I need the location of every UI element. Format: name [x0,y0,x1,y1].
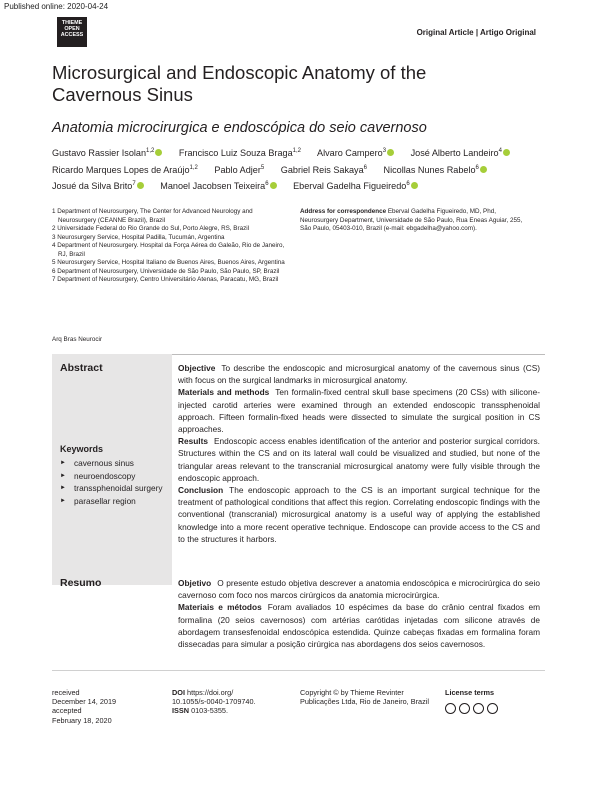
affiliation-item: 5 Neurosurgery Service, Hospital Italiano de Buenos Aires, Buenos Aires, Argentina [52,259,285,266]
journal-name: Arq Bras Neurocir [52,336,103,343]
correspondence [300,208,525,234]
author [52,165,198,175]
author [281,165,367,175]
author [214,165,264,175]
keywords-list [60,457,170,507]
section-label: Materials and methods [178,387,270,398]
resumo-heading: Resumo [60,577,102,589]
author-name: José Alberto Landeiro [410,148,499,159]
license-label: License terms [445,688,495,697]
author [160,181,276,191]
logo-line-3: ACCESS [60,32,84,38]
author-name: Francisco Luiz Souza Braga [178,148,293,159]
published-online: Published online: 2020-04-24 [4,2,109,11]
abstract-section [178,362,540,386]
abstract-top-rule [172,354,545,355]
cc-nc-icon [473,703,484,714]
resumo-body [178,577,540,650]
footer-license [445,688,540,714]
keyword-item: ► cavernous sinus [60,457,170,470]
author-affiliation-number: 1,2 [189,164,198,171]
author [293,181,418,191]
keywords-heading: Keywords [60,444,104,454]
orcid-icon[interactable] [503,149,510,156]
author-affiliation-number: 7 [132,181,136,188]
section-label: Materiais e métodos [178,602,262,613]
author-name: Nicollas Nunes Rabelo [383,164,476,175]
author-affiliation-number: 1,2 [292,148,301,154]
affiliation-item: 4 Department of Neurosurgery. Hospital da Força Aérea do Galeão, Rio de Janeiro, RJ, Brazil [52,242,285,258]
author-name: Alvaro Campero [317,148,383,159]
keyword-item: ► transsphenoidal surgery [60,482,170,495]
issn-value: 0103-5355. [191,706,228,716]
cc-by-icon [459,703,470,714]
footer-dates [52,688,152,725]
section-text: The endoscopic approach to the CS is an important surgical technique for the treatment of pathological conditions that affect this region. Correlating endoscopic findings with the conventional (transcranial) microsurgical anatomy is a useful way of applying the established knowledge into a more recent operative technique. Endoscope can provide access to the CS and to the structures it harbors. [178,485,540,544]
orcid-icon[interactable] [270,182,277,189]
issn-label: ISSN [172,706,190,716]
author [179,148,301,158]
section-label: Objetivo [178,578,212,588]
author-name: Gustavo Rassier Isolan [52,148,147,159]
author [384,165,487,175]
abstract-section [178,435,540,484]
abstract-section [178,484,540,545]
doi-label: DOI [172,688,185,697]
cc-nd-icon [487,703,498,714]
abstract-section [178,386,540,435]
keyword-item: ► neuroendoscopy [60,470,170,483]
footer-copyright: Copyright © by Thieme Revinter Publicações Ltda, Rio de Janeiro, Brazil [300,688,429,707]
received-date: December 14, 2019 [52,697,117,707]
accepted-date: February 18, 2020 [52,715,112,725]
doi-value[interactable]: 10.1055/s-0040-1709740. [172,697,256,707]
author-name: Gabriel Reis Sakaya [280,164,364,175]
author-affiliation-number: 4 [498,148,502,154]
article-type: Original Article | Artigo Original [416,28,536,37]
orcid-icon[interactable] [387,149,394,156]
section-text: Endoscopic access enables identification of the anterior and posterior surgical corridors. Structures within the CS and on its lateral wall could be visualized and studied, but none of the triangular areas relevant to the transcranial microsurgical anatomy were fully visible through the endoscopic approach. [178,436,540,483]
author-affiliation-number: 6 [363,164,368,171]
cc-license-icons [445,703,540,714]
author-affiliation-number: 3 [382,148,387,154]
logo-line-2: OPEN [64,26,80,32]
author-affiliation-number: 6 [475,164,479,171]
affiliation-item: 6 Department of Neurosurgery, Universidade de São Paulo, São Paulo, SP, Brazil [52,267,280,275]
footer-doi [172,688,282,716]
author-name: Pablo Adjer [214,164,261,175]
keyword-item: ► parasellar region [60,495,170,508]
author-name: Manoel Jacobsen Teixeira [160,181,266,192]
author-name: Eberval Gadelha Figueiredo [293,181,407,192]
orcid-icon[interactable] [155,149,162,156]
author-name: Josué da Silva Brito [52,181,133,192]
abstract-section [178,577,540,601]
author [411,148,510,158]
orcid-icon[interactable] [137,182,144,189]
author [317,148,394,158]
section-text: To describe the endoscopic and microsurgical anatomy of the cavernous sinus (CS) with focus on the surgical landmarks in microsurgical anatomy. [178,363,540,386]
author [52,181,144,191]
cc-cc-icon [445,703,456,714]
correspondence-label: Address for correspondence [300,208,387,215]
author-affiliation-number: 6 [406,181,410,188]
logo-line-1: THIEME [61,20,83,26]
section-text: Ten formalin-fixed central skull base specimens (20 CSs) with silicone-injected carotid arteries were examined through an extended endoscopic transsphenoidal approach. Fifteen formalin-fixed heads were dissected to simulate the surgical position in CS approaches. [178,387,541,435]
orcid-icon[interactable] [480,166,487,173]
author-affiliation-number: 1,2 [146,148,155,154]
received-label: received [52,688,80,697]
author [52,148,162,158]
section-label: Results [178,436,208,447]
correspondence-text: Eberval Gadelha Figueiredo, MD, Phd, Neurosurgery Department, Universidade de São Paulo, Rua Eneas Aguiar, 255, São Paulo, 05403-010, Brazil (e-mail: ebgadelha@yahoo.com). [300,208,523,232]
section-text: Foram avaliados 10 espécimes da base do crânio central fixados em formalina (20 seios cavernosos) com artérias carótidas injetadas com silicone através de abordagem transesfenoidal endoscópica estendida. Quinze cabeças fixadas em formalina foram dissecadas para simular a posição cirúrgica nas abordagens dos seios cavernosos. [178,602,540,650]
section-label: Conclusion [178,485,224,496]
section-text: O presente estudo objetiva descrever a anatomia endoscópica e microcirúrgica do seio cavernoso com foco nos marcos cirúrgicos da anatomia microcirúrgica. [178,578,540,601]
orcid-icon[interactable] [411,182,418,189]
accepted-label: accepted [52,706,82,716]
doi-link[interactable]: https://doi.org/ [187,688,234,697]
affiliation-item: 2 Universidade Federal do Rio Grande do Sul, Porto Alegre, RS, Brazil [52,225,250,232]
thieme-open-access-logo [57,17,87,47]
footer-rule [52,670,545,671]
affiliation-item: 3 Neurosurgery Service, Hospital Padilla, Tucumán, Argentina [52,233,225,241]
article-title: Microsurgical and Endoscopic Anatomy of the Cavernous Sinus [52,62,427,105]
affiliation-item: 7 Department of Neurosurgery, Centro Universitário Atenas, Paracatu, MG, Brazil [52,276,279,283]
section-label: Objective [178,363,216,373]
affiliation-item: 1 Department of Neurosurgery, The Center for Advanced Neurology and Neurosurgery (CEANNE Brazil), Brazil [52,208,253,224]
abstract-section [178,601,540,650]
author-affiliation-number: 5 [260,164,265,171]
affiliations [52,208,287,285]
author-list [52,144,552,194]
author-affiliation-number: 6 [265,181,269,188]
author-name: Ricardo Marques Lopes de Araújo [52,164,190,175]
abstract-body [178,362,540,545]
article-subtitle: Anatomia microcirurgica e endoscópica do seio cavernoso [52,120,427,136]
abstract-heading: Abstract [60,362,103,374]
